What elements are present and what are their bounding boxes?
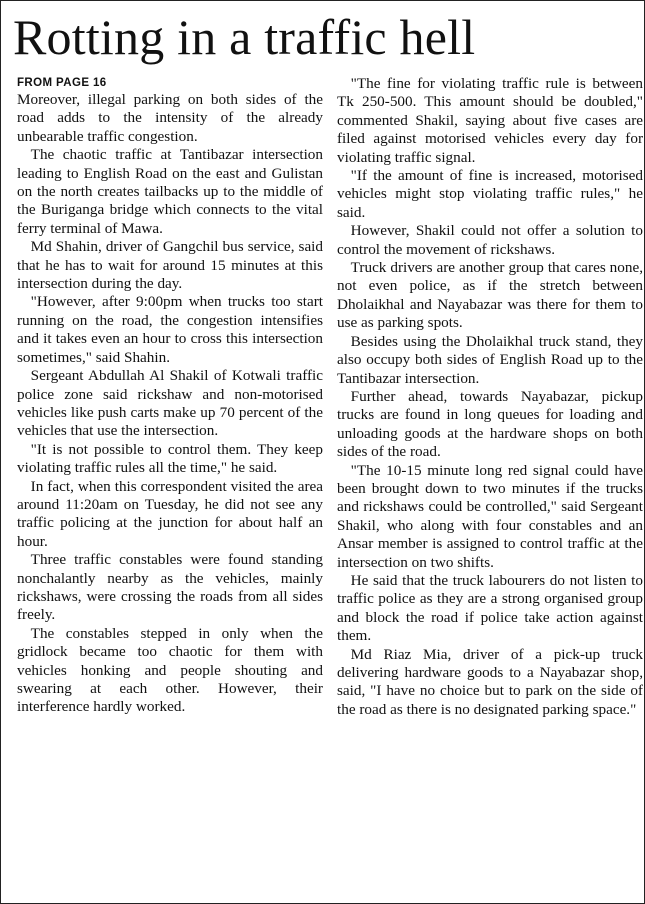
left-column: [17, 75, 323, 717]
paragraph: Md Riaz Mia, driver of a pick-up truck delivering hardware goods to a Nayabazar shop, said, "I have no choice but to park on the side of the road as there is no designated parking space.": [337, 645, 643, 718]
paragraph: Three traffic constables were found standing nonchalantly nearby as the vehicles, mainly rickshaws, were crossing the roads from all sides freely.: [17, 551, 323, 624]
paragraph: Md Shahin, driver of Gangchil bus service, said that he has to wait for around 15 minutes at this intersection during the day.: [17, 238, 323, 293]
right-column: [337, 75, 643, 719]
headline: Rotting in a traffic hell: [13, 9, 476, 65]
paragraph: "It is not possible to control them. They keep violating traffic rules all the time," he said.: [17, 440, 323, 477]
paragraph: Further ahead, towards Nayabazar, pickup trucks are found in long queues for loading and unloading goods at the hardware shops on both sides of the road.: [337, 387, 643, 461]
paragraph: "The 10-15 minute long red signal could have been brought down to two minutes if the trucks and rickshaws could be controlled," said Sergeant Shakil, who along with four constables and an Ansar member is assigned to control traffic at the intersection on two shifts.: [337, 461, 643, 571]
paragraph: "However, after 9:00pm when trucks too start running on the road, the congestion intensifies and it takes even an hour to cross this intersection sometimes," said Shahin.: [17, 293, 323, 366]
paragraph: "The fine for violating traffic rule is between Tk 250-500. This amount should be doubled," commented Shakil, saying about five cases are filed against motorised vehicles every day for violating traffic signal.: [337, 75, 643, 166]
paragraph: He said that the truck labourers do not listen to traffic police as they are a strong organised group and block the road if police take action against them.: [337, 571, 643, 645]
paragraph: "If the amount of fine is increased, motorised vehicles might stop violating traffic rules," he said.: [337, 167, 643, 221]
paragraph: Moreover, illegal parking on both sides of the road adds to the intensity of the already unbearable traffic congestion.: [17, 91, 323, 145]
paragraph: In fact, when this correspondent visited the area around 11:20am on Tuesday, he did not see any traffic policing at the junction for about half an hour.: [17, 477, 323, 550]
paragraph: Truck drivers are another group that cares none, not even police, as if the stretch between Dholaikhal and Nayabazar was there for them to use as parking spots.: [337, 259, 643, 332]
paragraph: Besides using the Dholaikhal truck stand, they also occupy both sides of English Road up to the Tantibazar intersection.: [337, 332, 643, 387]
paragraph: Sergeant Abdullah Al Shakil of Kotwali traffic police zone said rickshaw and non-motorised vehicles like push carts make up 70 percent of the vehicles that use the intersection.: [17, 367, 323, 440]
paragraph: However, Shakil could not offer a solution to control the movement of rickshaws.: [337, 222, 643, 258]
continuation-label: FROM PAGE 16: [17, 77, 107, 89]
paragraph: The chaotic traffic at Tantibazar intersection leading to English Road on the east and Gulistan on the north creates tailbacks up to the middle of the Buriganga bridge which connects to the vital ferry terminal of Mawa.: [17, 146, 323, 237]
paragraph: The constables stepped in only when the gridlock became too chaotic for them with vehicles honking and people shouting and swearing at each other. However, their interference hardly worked.: [17, 624, 323, 716]
